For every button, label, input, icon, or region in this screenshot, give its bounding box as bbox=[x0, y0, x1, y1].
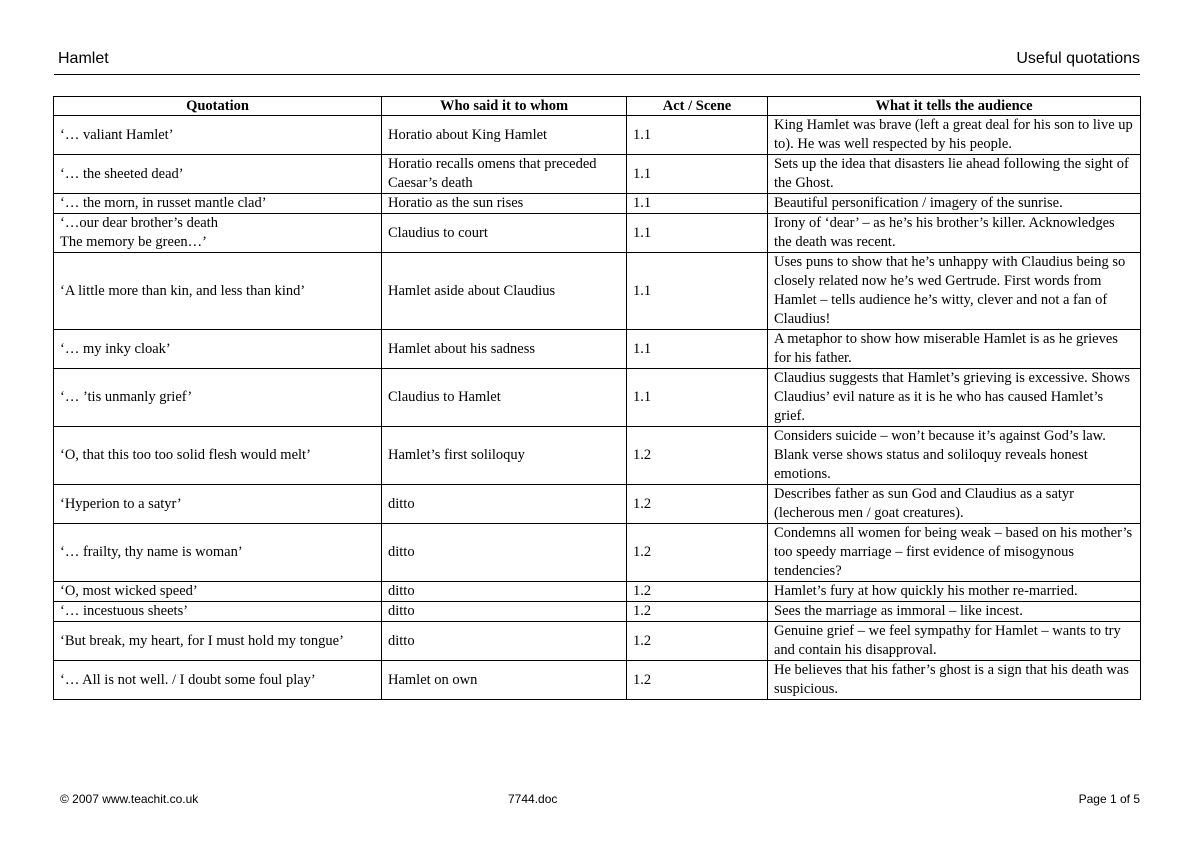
quotation-cell: ‘O, that this too too solid flesh would melt’ bbox=[54, 427, 382, 485]
table-header-row bbox=[54, 97, 1141, 116]
column-header-act-scene: Act / Scene bbox=[627, 97, 768, 116]
act-scene-cell: 1.1 bbox=[627, 330, 768, 369]
speaker-cell: ditto bbox=[382, 582, 627, 602]
speaker-cell: Claudius to court bbox=[382, 214, 627, 253]
column-header-meaning: What it tells the audience bbox=[768, 97, 1141, 116]
quotation-cell: ‘… All is not well. / I doubt some foul play’ bbox=[54, 661, 382, 700]
table-row bbox=[54, 661, 1141, 700]
document-title: Hamlet bbox=[58, 50, 109, 67]
quotation-cell: ‘… my inky cloak’ bbox=[54, 330, 382, 369]
table-row bbox=[54, 622, 1141, 661]
copyright: © 2007 www.teachit.co.uk bbox=[60, 792, 199, 806]
speaker-cell: ditto bbox=[382, 485, 627, 524]
table-body bbox=[54, 116, 1141, 700]
act-scene-cell: 1.1 bbox=[627, 155, 768, 194]
meaning-cell: Describes father as sun God and Claudius as a satyr (lecherous men / goat creatures). bbox=[768, 485, 1141, 524]
table-row bbox=[54, 427, 1141, 485]
quotation-cell: ‘Hyperion to a satyr’ bbox=[54, 485, 382, 524]
speaker-cell: Hamlet about his sadness bbox=[382, 330, 627, 369]
quotation-cell: ‘… ’tis unmanly grief’ bbox=[54, 369, 382, 427]
quotation-cell: ‘… frailty, thy name is woman’ bbox=[54, 524, 382, 582]
speaker-cell: ditto bbox=[382, 622, 627, 661]
quotation-cell: ‘… incestuous sheets’ bbox=[54, 602, 382, 622]
meaning-cell: King Hamlet was brave (left a great deal for his son to live up to). He was well respected by his people. bbox=[768, 116, 1141, 155]
meaning-cell: A metaphor to show how miserable Hamlet is as he grieves for his father. bbox=[768, 330, 1141, 369]
meaning-cell: Uses puns to show that he’s unhappy with Claudius being so closely related now he’s wed Gertrude. First words from Hamlet – tells audience he’s witty, clever and not a fan of Claudius! bbox=[768, 253, 1141, 330]
table-row bbox=[54, 253, 1141, 330]
act-scene-cell: 1.2 bbox=[627, 524, 768, 582]
speaker-cell: ditto bbox=[382, 524, 627, 582]
table-row bbox=[54, 602, 1141, 622]
speaker-cell: ditto bbox=[382, 602, 627, 622]
speaker-cell: Hamlet aside about Claudius bbox=[382, 253, 627, 330]
file-name: 7744.doc bbox=[508, 792, 558, 806]
act-scene-cell: 1.2 bbox=[627, 622, 768, 661]
table-row bbox=[54, 194, 1141, 214]
meaning-cell: Sets up the idea that disasters lie ahead following the sight of the Ghost. bbox=[768, 155, 1141, 194]
page-header bbox=[54, 48, 1140, 75]
speaker-cell: Hamlet’s first soliloquy bbox=[382, 427, 627, 485]
act-scene-cell: 1.2 bbox=[627, 602, 768, 622]
table-row bbox=[54, 116, 1141, 155]
quotations-table bbox=[53, 96, 1141, 700]
meaning-cell: Beautiful personification / imagery of the sunrise. bbox=[768, 194, 1141, 214]
act-scene-cell: 1.1 bbox=[627, 253, 768, 330]
act-scene-cell: 1.1 bbox=[627, 214, 768, 253]
meaning-cell: He believes that his father’s ghost is a sign that his death was suspicious. bbox=[768, 661, 1141, 700]
act-scene-cell: 1.1 bbox=[627, 116, 768, 155]
table-row bbox=[54, 369, 1141, 427]
act-scene-cell: 1.2 bbox=[627, 485, 768, 524]
quotation-cell: ‘But break, my heart, for I must hold my tongue’ bbox=[54, 622, 382, 661]
table-row bbox=[54, 214, 1141, 253]
speaker-cell: Horatio about King Hamlet bbox=[382, 116, 627, 155]
act-scene-cell: 1.2 bbox=[627, 661, 768, 700]
meaning-cell: Considers suicide – won’t because it’s against God’s law. Blank verse shows status and soliloquy reveals honest emotions. bbox=[768, 427, 1141, 485]
table-row bbox=[54, 155, 1141, 194]
table-row bbox=[54, 330, 1141, 369]
act-scene-cell: 1.2 bbox=[627, 427, 768, 485]
act-scene-cell: 1.2 bbox=[627, 582, 768, 602]
column-header-who: Who said it to whom bbox=[382, 97, 627, 116]
meaning-cell: Genuine grief – we feel sympathy for Hamlet – wants to try and contain his disapproval. bbox=[768, 622, 1141, 661]
quotation-cell: ‘… the morn, in russet mantle clad’ bbox=[54, 194, 382, 214]
quotation-cell: ‘A little more than kin, and less than kind’ bbox=[54, 253, 382, 330]
act-scene-cell: 1.1 bbox=[627, 369, 768, 427]
table-row bbox=[54, 582, 1141, 602]
table-row bbox=[54, 485, 1141, 524]
quotation-cell: ‘… valiant Hamlet’ bbox=[54, 116, 382, 155]
quotation-cell: ‘…our dear brother’s death The memory be green…’ bbox=[54, 214, 382, 253]
speaker-cell: Horatio as the sun rises bbox=[382, 194, 627, 214]
speaker-cell: Claudius to Hamlet bbox=[382, 369, 627, 427]
meaning-cell: Hamlet’s fury at how quickly his mother re-married. bbox=[768, 582, 1141, 602]
act-scene-cell: 1.1 bbox=[627, 194, 768, 214]
speaker-cell: Hamlet on own bbox=[382, 661, 627, 700]
meaning-cell: Irony of ‘dear’ – as he’s his brother’s killer. Acknowledges the death was recent. bbox=[768, 214, 1141, 253]
meaning-cell: Condemns all women for being weak – based on his mother’s too speedy marriage – first evidence of misogynous tendencies? bbox=[768, 524, 1141, 582]
meaning-cell: Claudius suggests that Hamlet’s grieving is excessive. Shows Claudius’ evil nature as it is he who has caused Hamlet’s grief. bbox=[768, 369, 1141, 427]
page-number: Page 1 of 5 bbox=[1078, 792, 1140, 806]
column-header-quotation: Quotation bbox=[54, 97, 382, 116]
table-row bbox=[54, 524, 1141, 582]
document-subtitle: Useful quotations bbox=[1016, 50, 1140, 67]
meaning-cell: Sees the marriage as immoral – like incest. bbox=[768, 602, 1141, 622]
quotation-cell: ‘… the sheeted dead’ bbox=[54, 155, 382, 194]
quotation-cell: ‘O, most wicked speed’ bbox=[54, 582, 382, 602]
speaker-cell: Horatio recalls omens that preceded Caesar’s death bbox=[382, 155, 627, 194]
